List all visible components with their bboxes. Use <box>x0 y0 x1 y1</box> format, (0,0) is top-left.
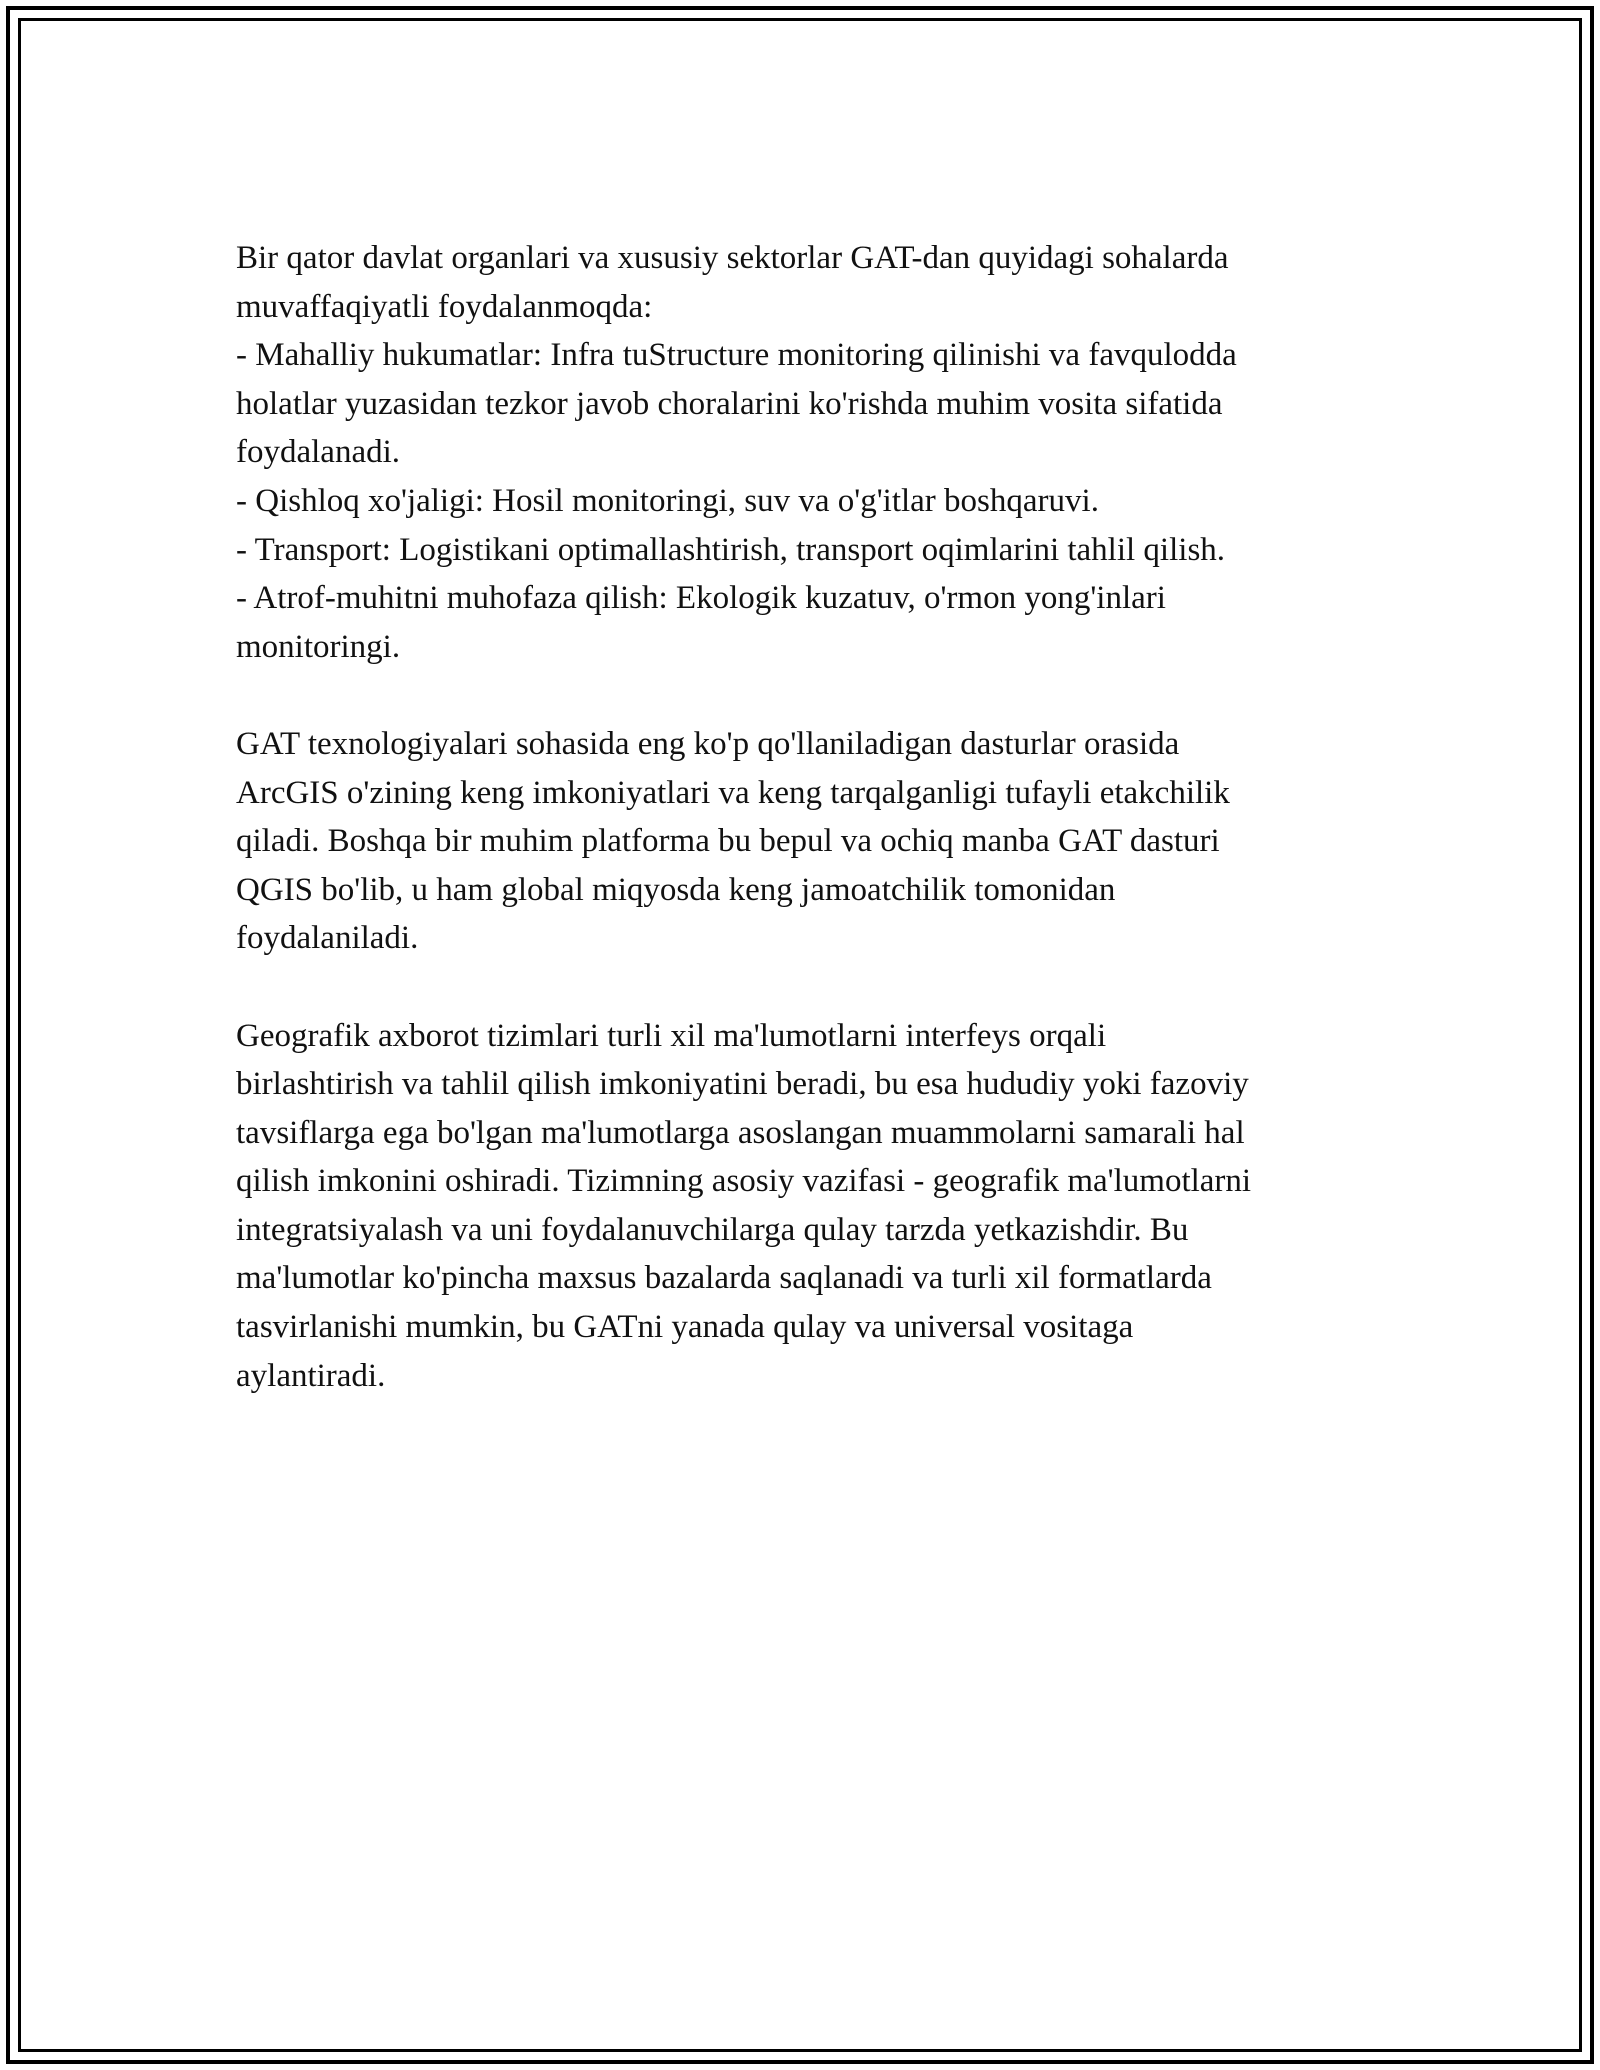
text-line: birlashtirish va tahlil qilish imkoniyatini beradi, bu esa hududiy yoki fazoviy <box>236 1066 1249 1103</box>
text-line: muvaffaqiyatli foydalanmoqda: <box>236 288 653 325</box>
paragraph-spacer <box>236 963 1376 1012</box>
text-line: - Transport: Logistikani optimallashtirish, transport oqimlarini tahlil qilish. <box>236 531 1226 568</box>
text-line: qilish imkonini oshiradi. Tizimning asosiy vazifasi - geografik ma'lumotlarni <box>236 1163 1252 1200</box>
text-line: - Mahalliy hukumatlar: Infra tuStructure monitoring qilinishi va favqulodda <box>236 337 1237 374</box>
text-line: tasvirlanishi mumkin, bu GATni yanada qulay va universal vositaga <box>236 1309 1134 1346</box>
text-line: Bir qator davlat organlari va xususiy sektorlar GAT-dan quyidagi sohalarda <box>236 240 1229 276</box>
text-line: monitoringi. <box>236 628 401 665</box>
text-line: QGIS bo'lib, u ham global miqyosda keng jamoatchilik tomonidan <box>236 871 1116 908</box>
text-line: aylantiradi. <box>236 1357 386 1394</box>
text-line: holatlar yuzasidan tezkor javob choralarini ko'rishda muhim vosita sifatida <box>236 385 1223 422</box>
text-line: qiladi. Boshqa bir muhim platforma bu bepul va ochiq manba GAT dasturi <box>236 823 1220 860</box>
paragraph-gis-software <box>236 720 1376 963</box>
text-line: ma'lumotlar ko'pincha maxsus bazalarda saqlanadi va turli xil formatlarda <box>236 1260 1212 1297</box>
text-line: foydalanadi. <box>236 434 401 471</box>
text-line: tavsiflarga ega bo'lgan ma'lumotlarga asoslangan muammolarni samarali hal <box>236 1114 1245 1151</box>
document-body <box>236 234 1376 1400</box>
paragraph-gis-sectors <box>236 234 1376 671</box>
paragraph-gis-definition <box>236 1012 1376 1401</box>
text-line: - Qishloq xo'jaligi: Hosil monitoringi, suv va o'g'itlar boshqaruvi. <box>236 482 1099 519</box>
paragraph-spacer <box>236 671 1376 720</box>
text-line: foydalaniladi. <box>236 920 419 957</box>
text-line: Geografik axborot tizimlari turli xil ma'lumotlarni interfeys orqali <box>236 1017 1107 1054</box>
text-line: ArcGIS o'zining keng imkoniyatlari va keng tarqalganligi tufayli etakchilik <box>236 774 1230 811</box>
text-line: GAT texnologiyalari sohasida eng ko'p qo'llaniladigan dasturlar orasida <box>236 725 1180 762</box>
text-line: integratsiyalash va uni foydalanuvchilarga qulay tarzda yetkazishdir. Bu <box>236 1211 1189 1248</box>
text-line: - Atrof-muhitni muhofaza qilish: Ekologik kuzatuv, o'rmon yong'inlari <box>236 580 1166 617</box>
